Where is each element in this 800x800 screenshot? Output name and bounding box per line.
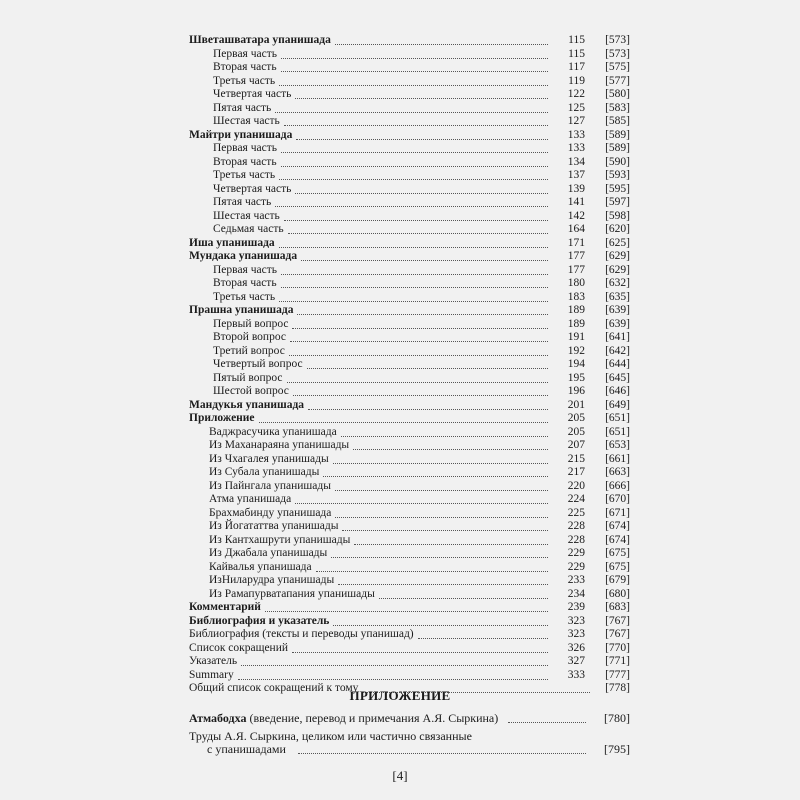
toc-bracket-page: [575] bbox=[605, 61, 630, 73]
dot-leader bbox=[298, 742, 586, 754]
toc-title: Седьмая часть bbox=[213, 223, 284, 235]
toc-bracket-page: [593] bbox=[605, 169, 630, 181]
dot-leader bbox=[281, 276, 548, 288]
dot-leader bbox=[281, 155, 548, 167]
toc-bracket-page: [651] bbox=[605, 425, 630, 438]
toc-bracket-page: [661] bbox=[605, 452, 630, 465]
toc-bracket-page: [639] bbox=[605, 317, 630, 330]
toc-title: Четвертая часть bbox=[213, 182, 292, 195]
toc-bracket-page: [777] bbox=[605, 668, 630, 681]
toc-title: Пятая часть bbox=[213, 101, 272, 114]
dot-leader bbox=[259, 411, 548, 423]
toc-page-number: 171 bbox=[567, 236, 585, 249]
toc-page-number: 205 bbox=[567, 425, 585, 438]
toc-bracket-page: [651] bbox=[605, 412, 630, 424]
toc-bracket-page: [598] bbox=[605, 209, 630, 222]
dot-leader bbox=[295, 87, 548, 99]
toc-bracket-page: [585] bbox=[605, 115, 630, 127]
toc-bracket-page: [573] bbox=[605, 34, 630, 46]
dot-leader bbox=[275, 101, 548, 113]
toc-bracket-page: [625] bbox=[605, 236, 630, 249]
dot-leader bbox=[323, 465, 548, 477]
toc-title: Указатель bbox=[189, 655, 238, 667]
toc-page-number: 196 bbox=[567, 385, 585, 397]
toc-title: Первая часть bbox=[213, 263, 277, 276]
toc-title: Из Субала упанишады bbox=[209, 466, 320, 478]
toc-bracket-page: [642] bbox=[605, 344, 630, 357]
toc-title: Майтри упанишада bbox=[189, 128, 293, 141]
dot-leader bbox=[281, 47, 548, 59]
toc-title: Summary bbox=[189, 668, 234, 681]
works-bracket-page: [795] bbox=[604, 742, 630, 756]
dot-leader bbox=[308, 398, 548, 410]
toc-page-number: 177 bbox=[567, 263, 585, 276]
toc-page-number: 220 bbox=[567, 479, 585, 492]
toc-page-number: 233 bbox=[567, 574, 585, 586]
toc-bracket-page: [649] bbox=[605, 398, 630, 411]
dot-leader bbox=[307, 357, 548, 369]
toc-title: Ваджрасучика упанишада bbox=[209, 425, 337, 438]
toc-page-number: 119 bbox=[568, 74, 585, 87]
toc-page-number: 115 bbox=[568, 47, 585, 60]
toc-title: Прашна упанишада bbox=[189, 304, 294, 316]
toc-bracket-page: [620] bbox=[605, 223, 630, 235]
toc-title: Из Йогататтва упанишады bbox=[209, 520, 339, 532]
toc-page-number: 201 bbox=[567, 398, 585, 411]
toc-bracket-page: [771] bbox=[605, 655, 630, 667]
toc-title: Вторая часть bbox=[213, 277, 277, 289]
appendix-entry-works-line2: с упанишадами bbox=[207, 742, 286, 756]
toc-page-number: 117 bbox=[568, 61, 585, 73]
toc-bracket-page: [589] bbox=[605, 142, 630, 154]
dot-leader bbox=[508, 711, 586, 723]
dot-leader bbox=[293, 384, 548, 396]
toc-title: Первая часть bbox=[213, 47, 277, 60]
toc-page-number: 125 bbox=[567, 101, 585, 114]
toc-title: Из Кантхашрути упанишады bbox=[209, 533, 351, 546]
toc-page-number: 137 bbox=[567, 169, 585, 181]
toc-page-number: 207 bbox=[567, 439, 585, 451]
page-number: [4] bbox=[392, 768, 408, 783]
toc-title: Четвертая часть bbox=[213, 88, 292, 100]
atmabodha-bracket-page: [780] bbox=[604, 711, 630, 725]
dot-leader bbox=[292, 641, 548, 653]
toc-page-number: 224 bbox=[567, 493, 585, 505]
toc-page-number: 133 bbox=[567, 128, 585, 141]
dot-leader bbox=[335, 479, 548, 491]
dot-leader bbox=[279, 236, 548, 248]
toc-bracket-page: [629] bbox=[605, 263, 630, 276]
toc-page-number: 134 bbox=[567, 155, 585, 168]
toc-bracket-page: [679] bbox=[605, 574, 630, 586]
dot-leader bbox=[292, 317, 548, 329]
dot-leader bbox=[335, 33, 548, 45]
toc-title: Шестой вопрос bbox=[213, 385, 289, 397]
dot-leader bbox=[287, 371, 548, 383]
dot-leader bbox=[275, 195, 548, 207]
dot-leader bbox=[295, 182, 548, 194]
toc-title: Первая часть bbox=[213, 142, 277, 154]
dot-leader bbox=[284, 209, 548, 221]
toc-bracket-page: [590] bbox=[605, 155, 630, 168]
dot-leader bbox=[301, 249, 548, 261]
toc-bracket-page: [629] bbox=[605, 250, 630, 262]
dot-leader bbox=[281, 60, 548, 72]
toc-page-number: 333 bbox=[567, 668, 585, 681]
toc-bracket-page: [680] bbox=[605, 587, 630, 600]
toc-title: Из Чхагалея упанишады bbox=[209, 452, 329, 465]
toc-bracket-page: [683] bbox=[605, 601, 630, 613]
toc-page-number: 189 bbox=[567, 317, 585, 330]
toc-page-number: 195 bbox=[567, 371, 585, 384]
toc-page-number: 228 bbox=[567, 520, 585, 532]
toc-page-number: 225 bbox=[567, 506, 585, 519]
toc-bracket-page: [639] bbox=[605, 304, 630, 316]
dot-leader bbox=[279, 290, 548, 302]
toc-page-number: 142 bbox=[567, 209, 585, 222]
toc-bracket-page: [641] bbox=[605, 331, 630, 343]
toc-bracket-page: [644] bbox=[605, 358, 630, 370]
toc-title: Четвертый вопрос bbox=[213, 358, 303, 370]
appendix-entry-works-line1: Труды А.Я. Сыркина, целиком или частично связанные bbox=[189, 729, 472, 743]
dot-leader bbox=[333, 452, 548, 464]
toc-page-number: 115 bbox=[568, 34, 585, 46]
toc-bracket-page: [670] bbox=[605, 493, 630, 505]
toc-page-number: 229 bbox=[567, 547, 585, 559]
toc-title: Третья часть bbox=[213, 290, 276, 303]
toc-title: ИзНиларудра упанишады bbox=[209, 574, 335, 586]
dot-leader bbox=[316, 560, 548, 572]
toc-page-number: 180 bbox=[567, 277, 585, 289]
toc-title: Пятый вопрос bbox=[213, 371, 283, 384]
toc-title: Библиография и указатель bbox=[189, 614, 330, 627]
dot-leader bbox=[342, 519, 548, 531]
dot-leader bbox=[418, 627, 548, 639]
toc-bracket-page: [767] bbox=[605, 628, 630, 640]
dot-leader bbox=[296, 128, 548, 140]
toc-title: Вторая часть bbox=[213, 155, 277, 168]
toc-page-number: 139 bbox=[567, 182, 585, 195]
dot-leader bbox=[297, 303, 548, 315]
toc-bracket-page: [778] bbox=[605, 682, 630, 694]
dot-leader bbox=[289, 344, 548, 356]
toc-title: Брахмабинду упанишада bbox=[209, 506, 332, 519]
toc-bracket-page: [646] bbox=[605, 385, 630, 397]
toc-bracket-page: [671] bbox=[605, 506, 630, 519]
toc-bracket-page: [580] bbox=[605, 88, 630, 100]
toc-title: Из Джабала упанишады bbox=[209, 547, 328, 559]
toc-title: Иша упанишада bbox=[189, 236, 275, 249]
toc-bracket-page: [573] bbox=[605, 47, 630, 60]
dot-leader bbox=[284, 114, 548, 126]
dot-leader bbox=[290, 330, 548, 342]
toc-title: Третья часть bbox=[213, 74, 276, 87]
toc-page-number: 133 bbox=[567, 142, 585, 154]
toc-title: Библиография (тексты и переводы упанишад) bbox=[189, 628, 414, 640]
toc-bracket-page: [632] bbox=[605, 277, 630, 289]
appendix-heading: ПРИЛОЖЕНИЕ bbox=[349, 688, 451, 703]
toc-page-number: 323 bbox=[567, 614, 585, 627]
toc-page-number: 327 bbox=[567, 655, 585, 667]
toc-title: Пятая часть bbox=[213, 196, 272, 208]
toc-bracket-page: [666] bbox=[605, 479, 630, 492]
toc-title: Приложение bbox=[189, 412, 255, 424]
toc-page-number: 122 bbox=[567, 88, 585, 100]
toc-page-number: 239 bbox=[567, 601, 585, 613]
toc-page-number: 229 bbox=[567, 560, 585, 573]
toc-bracket-page: [577] bbox=[605, 74, 630, 87]
toc-title: Из Рамапурватапания упанишады bbox=[209, 587, 375, 600]
toc-title: Общий список сокращений к тому bbox=[189, 682, 359, 694]
toc-page-number: 234 bbox=[567, 587, 585, 600]
toc-page-number: 164 bbox=[567, 223, 585, 235]
dot-leader bbox=[279, 168, 548, 180]
dot-leader bbox=[331, 546, 548, 558]
toc-title: Список сокращений bbox=[189, 641, 289, 654]
dot-leader bbox=[295, 492, 548, 504]
toc-title: Третий вопрос bbox=[213, 344, 285, 357]
appendix-entry-atmabodha bbox=[189, 711, 498, 726]
toc-page-number: 215 bbox=[567, 452, 585, 465]
dot-leader bbox=[333, 614, 548, 626]
toc-title: Шестая часть bbox=[213, 209, 280, 222]
toc-bracket-page: [770] bbox=[605, 641, 630, 654]
toc-bracket-page: [674] bbox=[605, 533, 630, 546]
toc-page-number: 326 bbox=[567, 641, 585, 654]
toc-page-number: 189 bbox=[567, 304, 585, 316]
atmabodha-title: Атмабодха bbox=[189, 711, 247, 725]
toc-page-number: 141 bbox=[567, 196, 585, 208]
dot-leader bbox=[238, 668, 548, 680]
toc-title: Комментарий bbox=[189, 601, 261, 613]
toc-page-number: 217 bbox=[567, 466, 585, 478]
toc-title: Из Пайнгала упанишады bbox=[209, 479, 331, 492]
toc-bracket-page: [767] bbox=[605, 614, 630, 627]
toc-bracket-page: [635] bbox=[605, 290, 630, 303]
toc-page-number: 127 bbox=[567, 115, 585, 127]
toc-bracket-page: [595] bbox=[605, 182, 630, 195]
toc-title: Первый вопрос bbox=[213, 317, 289, 330]
dot-leader bbox=[241, 654, 548, 666]
toc-bracket-page: [675] bbox=[605, 560, 630, 573]
dot-leader bbox=[341, 425, 548, 437]
dot-leader bbox=[288, 222, 548, 234]
toc-title: Шестая часть bbox=[213, 115, 280, 127]
toc-bracket-page: [663] bbox=[605, 466, 630, 478]
toc-title: Третья часть bbox=[213, 169, 276, 181]
dot-leader bbox=[379, 587, 548, 599]
toc-title: Мандукья упанишада bbox=[189, 398, 305, 411]
toc-title: Второй вопрос bbox=[213, 331, 286, 343]
toc-title: Шветашватара упанишада bbox=[189, 34, 331, 46]
toc-page-number: 228 bbox=[567, 533, 585, 546]
dot-leader bbox=[281, 141, 548, 153]
dot-leader bbox=[335, 506, 548, 518]
toc-bracket-page: [674] bbox=[605, 520, 630, 532]
dot-leader bbox=[279, 74, 548, 86]
toc-page-number: 177 bbox=[567, 250, 585, 262]
dot-leader bbox=[354, 533, 548, 545]
toc-page-number: 192 bbox=[567, 344, 585, 357]
toc-bracket-page: [653] bbox=[605, 439, 630, 451]
toc-bracket-page: [597] bbox=[605, 196, 630, 208]
dot-leader bbox=[281, 263, 548, 275]
toc-page-number: 194 bbox=[567, 358, 585, 370]
toc-page-number: 191 bbox=[567, 331, 585, 343]
atmabodha-description: (введение, перевод и примечания А.Я. Сыркина) bbox=[246, 711, 499, 725]
toc-title: Атма упанишада bbox=[209, 493, 292, 505]
dot-leader bbox=[353, 438, 548, 450]
toc-title: Кайвалья упанишада bbox=[209, 560, 312, 573]
toc-title: Вторая часть bbox=[213, 61, 277, 73]
toc-bracket-page: [583] bbox=[605, 101, 630, 114]
toc-bracket-page: [675] bbox=[605, 547, 630, 559]
toc-page-number: 205 bbox=[567, 412, 585, 424]
toc-page-number: 183 bbox=[567, 290, 585, 303]
toc-title: Из Маханараяна упанишады bbox=[209, 439, 350, 451]
dot-leader bbox=[265, 600, 548, 612]
toc-bracket-page: [645] bbox=[605, 371, 630, 384]
toc-title: Мундака упанишада bbox=[189, 250, 298, 262]
dot-leader bbox=[338, 573, 548, 585]
toc-bracket-page: [589] bbox=[605, 128, 630, 141]
toc-page-number: 323 bbox=[567, 628, 585, 640]
